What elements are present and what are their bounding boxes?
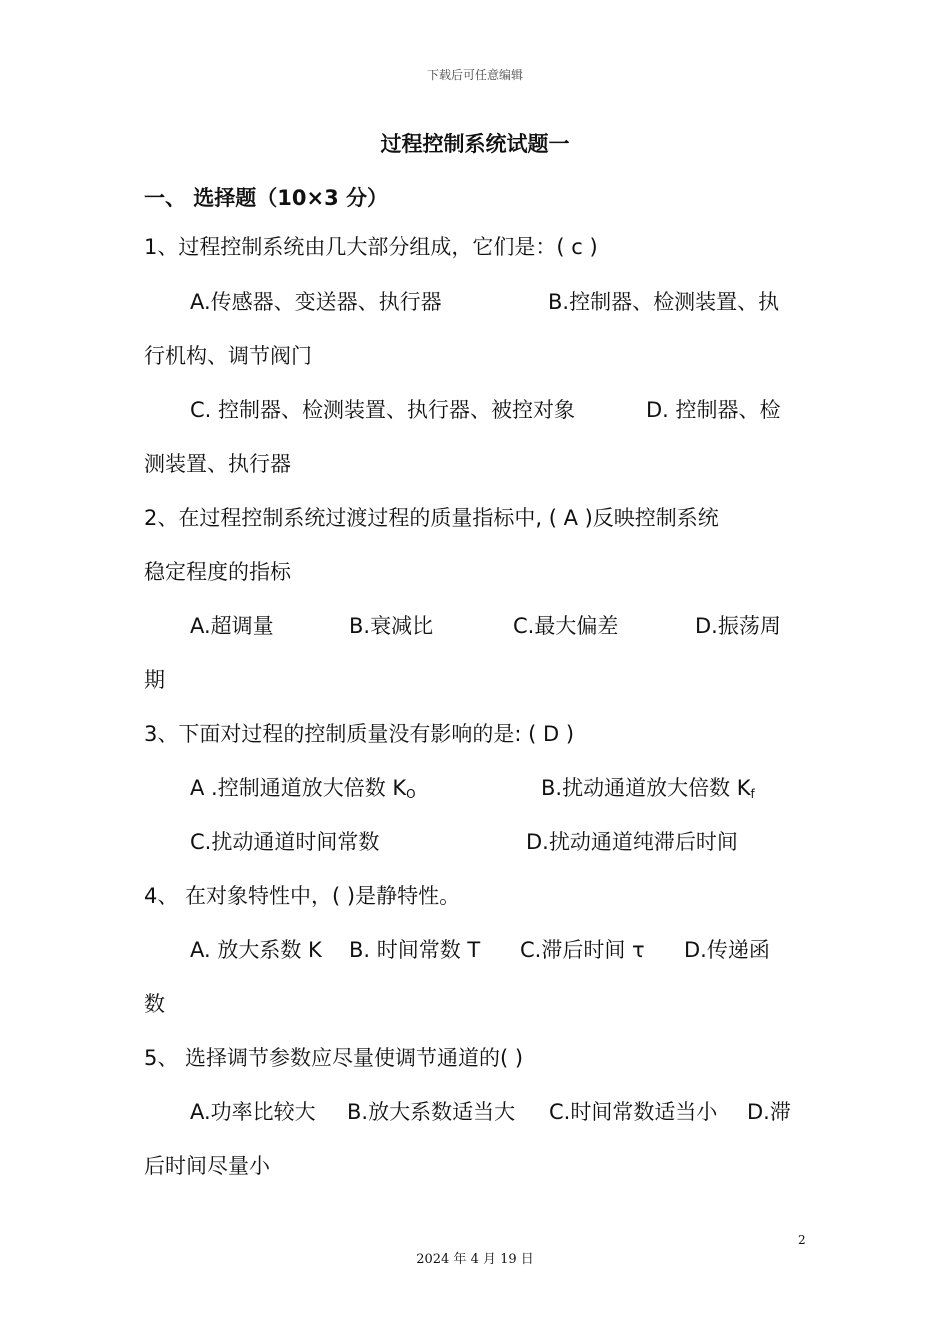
question-3-option-a xyxy=(190,778,416,800)
question-4-stem: 4、 在对象特性中，( )是静特性。 xyxy=(144,884,461,908)
question-1-option-b: B.控制器、检测装置、执 xyxy=(548,290,780,314)
question-1-stem: 1、过程控制系统由几大部分组成，它们是：( c ) xyxy=(144,235,598,259)
question-3-option-a-subscript: O xyxy=(406,787,416,801)
question-1-option-a: A.传感器、变送器、执行器 xyxy=(190,290,442,314)
question-5-option-a: A.功率比较大 xyxy=(190,1100,316,1124)
question-3-option-b xyxy=(541,778,755,800)
question-2-option-a: A.超调量 xyxy=(190,614,274,638)
question-1-option-b-continued: 行机构、调节阀门 xyxy=(144,344,312,368)
question-3-stem: 3、下面对过程的控制质量没有影响的是: ( D ) xyxy=(144,722,575,746)
question-4-option-a: A. 放大系数 K xyxy=(190,938,322,962)
question-4-option-d: D.传递函 xyxy=(684,938,770,962)
footer-date: 2024 年 4 月 19 日 xyxy=(416,1252,534,1267)
header-note: 下载后可任意编辑 xyxy=(426,68,523,82)
document-title: 过程控制系统试题一 xyxy=(380,132,570,156)
question-5-option-c: C.时间常数适当小 xyxy=(549,1100,718,1124)
question-3-option-d: D.扰动通道纯滞后时间 xyxy=(526,830,738,854)
question-4-option-c: C.滞后时间 τ xyxy=(520,938,645,962)
question-2-stem: 2、在过程控制系统过渡过程的质量指标中, ( A )反映控制系统 xyxy=(144,506,719,530)
question-3-option-b-text: B.扰动通道放大倍数 K xyxy=(541,776,751,800)
question-3-option-b-subscript: f xyxy=(750,787,755,801)
question-5-option-d-continued: 后时间尽量小 xyxy=(144,1154,270,1178)
question-4-option-d-continued: 数 xyxy=(144,992,165,1016)
question-4-option-b: B. 时间常数 T xyxy=(349,938,481,962)
page-number: 2 xyxy=(798,1233,806,1247)
question-5-option-b: B.放大系数适当大 xyxy=(347,1100,516,1124)
question-2-stem-continued: 稳定程度的指标 xyxy=(144,560,291,584)
question-5-stem: 5、 选择调节参数应尽量使调节通道的( ) xyxy=(144,1046,524,1070)
question-2-option-d: D.振荡周 xyxy=(695,614,781,638)
question-1-option-d: D. 控制器、检 xyxy=(646,398,781,422)
question-1-option-c: C. 控制器、检测装置、执行器、被控对象 xyxy=(190,398,576,422)
question-5-option-d: D.滞 xyxy=(747,1100,791,1124)
question-2-option-c: C.最大偏差 xyxy=(513,614,619,638)
question-2-option-d-continued: 期 xyxy=(144,668,165,692)
section-heading: 一、 选择题（10×3 分） xyxy=(144,186,389,210)
question-3-option-a-text: A .控制通道放大倍数 K xyxy=(190,776,407,800)
question-1-option-d-continued: 测装置、执行器 xyxy=(144,452,291,476)
question-3-option-c: C.扰动通道时间常数 xyxy=(190,830,380,854)
question-2-option-b: B.衰减比 xyxy=(349,614,434,638)
